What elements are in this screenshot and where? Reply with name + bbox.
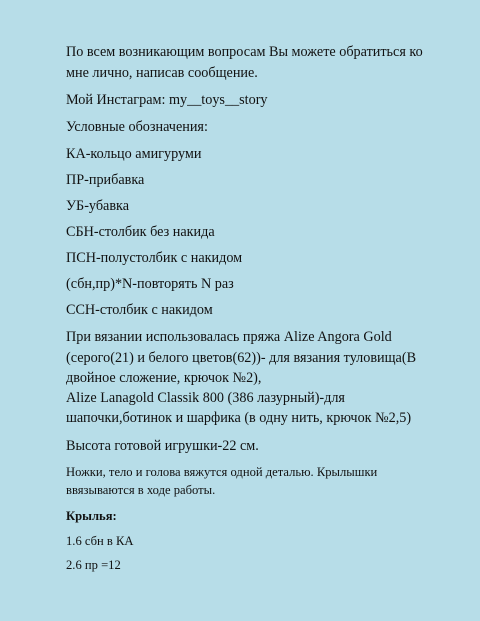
yarn1-line-2: (серого(21) и белого цветов(62))- для вязания туловища(В [66,350,417,366]
wing-row-1: 1.6 сбн в КА [66,534,134,548]
intro-line-1: По всем возникающим вопросам Вы можете обратиться ко [66,44,423,60]
abbr-ka: КА-кольцо амигуруми [66,146,202,162]
abbr-repeat: (сбн,пр)*N-повторять N раз [66,276,234,292]
abbr-sbn: СБН-столбик без накида [66,224,215,240]
yarn2-line-2: шапочки,ботинок и шарфика (в одну нить, крючок №2,5) [66,410,412,426]
yarn1-line-3: двойное сложение, крючок №2), [66,370,262,386]
instagram-line: Мой Инстаграм: my__toys__story [66,92,268,108]
abbr-pr: ПР-прибавка [66,172,145,188]
abbr-ub: УБ-убавка [66,198,130,214]
body-note-line-2: ввязываются в ходе работы. [66,483,216,497]
yarn1-line-1: При вязании использовалась пряжа Alize Angora Gold [66,329,392,345]
toy-height: Высота готовой игрушки-22 см. [66,438,259,454]
abbr-psn: ПСН-полустолбик с накидом [66,250,243,266]
abbr-ssn: ССН-столбик с накидом [66,302,213,318]
wing-row-2: 2.6 пр =12 [66,558,121,572]
wings-title: Крылья: [66,509,117,523]
intro-line-2: мне лично, написав сообщение. [66,65,258,81]
yarn2-line-1: Alize Lanagold Classik 800 (386 лазурный)-для [66,390,345,406]
body-note-line-1: Ножки, тело и голова вяжутся одной деталью. Крылышки [66,465,378,479]
legend-title: Условные обозначения: [66,119,208,135]
